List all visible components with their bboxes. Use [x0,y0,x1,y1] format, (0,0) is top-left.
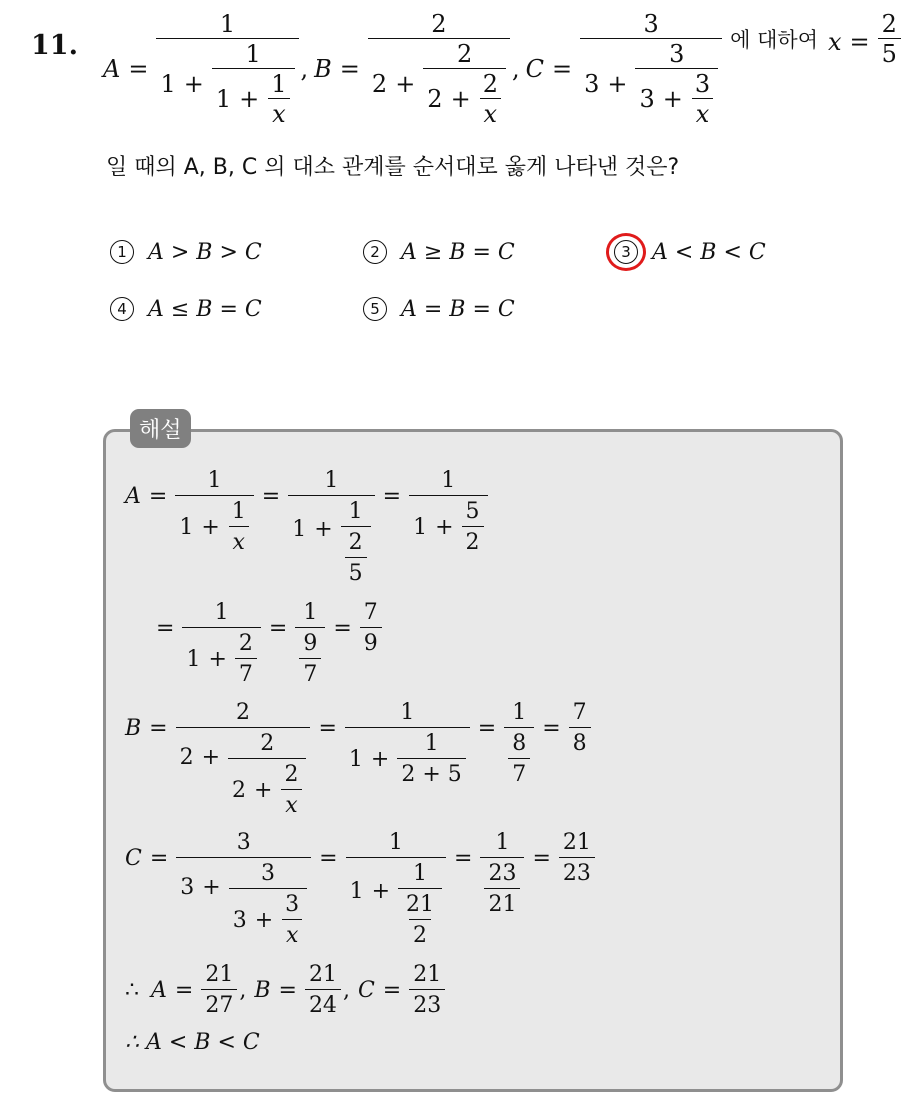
choice-text: A ≤ B = C [148,297,262,322]
def-b-name: B [314,55,332,83]
choice-text: A = B = C [401,297,515,322]
def-a-name: A [103,55,121,83]
def-a-fraction: 1 1 + 1 1 + $\frac{1}{x}$ [156,12,298,126]
solution-conclusion2: ∴ A < B < C [125,1030,260,1055]
solution-a-line2: = 1 1 + $\frac{2}{7}$ = $\frac{1}{\frac{9}{7}}$ = $\frac{7}{9}$ [148,600,382,687]
x-value: $\frac{2}{5}$ [878,12,901,66]
choice-text: A ≥ B = C [401,240,515,265]
choice-5[interactable] [363,297,515,322]
solution-b: B = 2 2 + 2 2 + $\frac{2}{x}$ = 1 1 + $\frac{1}{2 + 5}$ = $\frac{1}{\frac{8}{7}}$ = $\frac{7}{8}$ [125,700,591,818]
choice-4[interactable] [110,297,262,322]
choice-number: 4 [110,297,134,321]
solution-badge: 해설 [130,409,191,448]
solution-conclusion1: ∴ A = $\frac{21}{27}$ , B = $\frac{21}{24}$ , C = $\frac{21}{23}$ [125,962,445,1018]
question-number: 11. [31,30,78,61]
choice-number: 3 [614,240,638,264]
choice-number: 5 [363,297,387,321]
choice-text: A > B > C [148,240,262,265]
def-c-fraction: 3 3 + 3 3 + $\frac{3}{x}$ [580,12,722,126]
solution-a-line1: A = 1 1 + $\frac{1}{x}$ = 1 1 + $\frac{1}{\frac{2}{5}}$ = 1 1 + $\frac{5}{2}$ [125,468,488,586]
solution-c: C = 3 3 + 3 3 + $\frac{3}{x}$ = 1 1 + $\frac{1}{\frac{21}{2}}$ = $\frac{1}{\frac{23}{21}}$ = $\frac{21}{23}$ [125,830,595,948]
def-b-fraction: 2 2 + 2 2 + $\frac{2}{x}$ [368,12,510,126]
answer-mark-circle [606,233,646,271]
question-definitions: A = 1 1 + 1 1 + $\frac{1}{x}$ , B = 2 2 + 2 2 + $\frac{2}{x}$ , C = 3 3 + 3 3 + $\frac{3}{x}$ 에 대하여 x = $\frac{2}{5}$ [103,12,901,126]
choice-number: 1 [110,240,134,264]
def-c-name: C [525,55,544,83]
question-sentence: 일 때의 A, B, C 의 대소 관계를 순서대로 옳게 나타낸 것은? [106,155,680,180]
choice-text: A < B < C [652,240,766,265]
prefix-text: 에 대하여 [730,28,818,52]
choice-1[interactable] [110,240,262,265]
choice-2[interactable] [363,240,515,265]
choice-number: 2 [363,240,387,264]
